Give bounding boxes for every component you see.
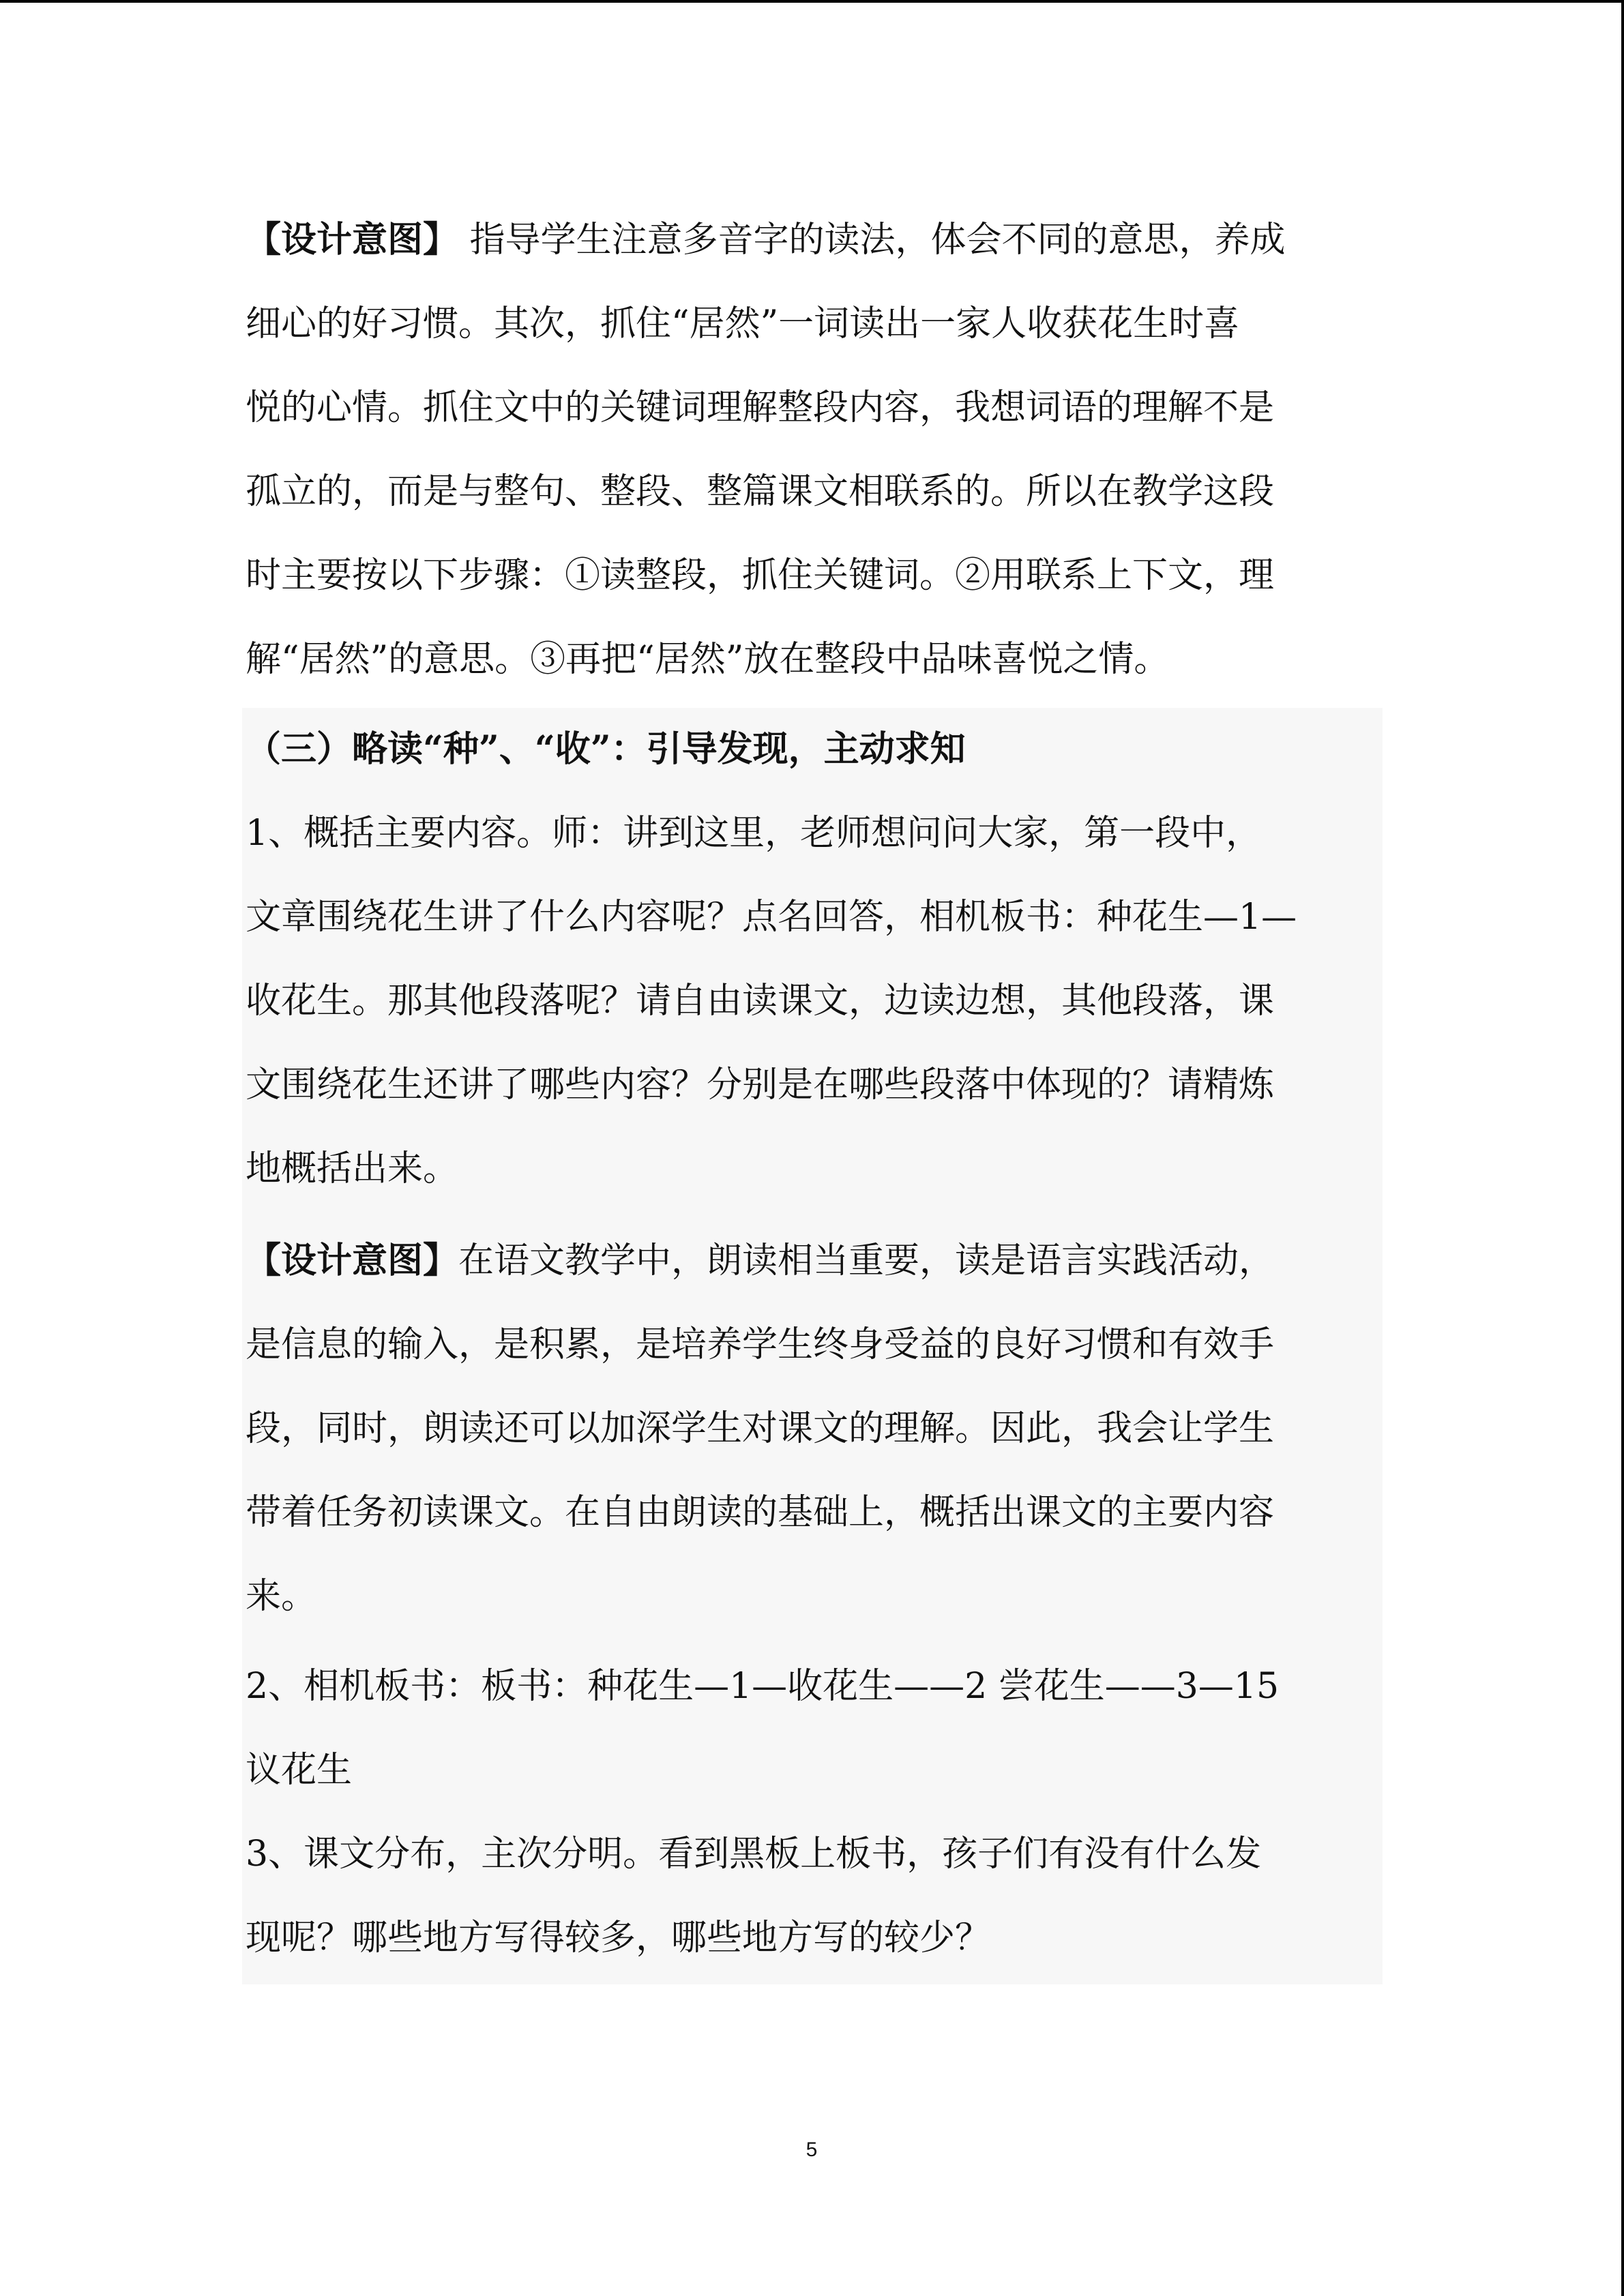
section-heading: （三）略读“种”、“收”：引导发现，主动求知 [246,728,966,770]
text-line: 段，同时，朗读还可以加深学生对课文的理解。因此，我会让学生 [246,1408,1275,1449]
page-border-top [0,0,1624,3]
design-intent-label: 【设计意图】 [246,1240,459,1281]
page-border-right [1621,0,1624,2296]
text-line: 3、课文分布，主次分明。看到黑板上板书，孩子们有没有什么发 [246,1834,1262,1875]
text-line: 收花生。那其他段落呢？请自由读课文，边读边想，其他段落，课 [246,981,1275,1022]
text-line: 地概括出来。 [246,1148,459,1189]
text-line: 孤立的，而是与整句、整段、整篇课文相联系的。所以在教学这段 [246,471,1275,512]
text-line: 解“居然”的意思。③再把“居然”放在整段中品味喜悦之情。 [246,639,1170,680]
text-line: 细心的好习惯。其次，抓住“居然”一词读出一家人收获花生时喜 [246,303,1240,344]
text-line: 2、相机板书：板书：种花生—1—收花生——2 尝花生——3—15 [246,1666,1280,1707]
text-line: 带着任务初读课文。在自由朗读的基础上，概括出课文的主要内容 [246,1492,1275,1533]
text-line: 文章围绕花生讲了什么内容呢？点名回答，相机板书：种花生—1— [246,897,1297,938]
text-line: 时主要按以下步骤：①读整段，抓住关键词。②用联系上下文，理 [246,555,1275,596]
text-line [246,216,1391,264]
text-line: 1、概括主要内容。师：讲到这里，老师想问问大家，第一段中， [246,813,1262,854]
text-line: 悦的心情。抓住文中的关键词理解整段内容，我想词语的理解不是 [246,387,1275,428]
line-text: 在语文教学中，朗读相当重要，读是语言实践活动， [458,1240,1275,1281]
text-line: 议花生 [246,1750,353,1791]
text-line: 文围绕花生还讲了哪些内容？分别是在哪些段落中体现的？请精炼 [246,1064,1275,1105]
page-number: 5 [806,2138,818,2161]
line-text: 指导学生注意多音字的读法，体会不同的意思，养成 [458,220,1286,260]
design-intent-label: 【设计意图】 [246,219,459,260]
text-line: 是信息的输入，是积累，是培养学生终身受益的良好习惯和有效手 [246,1324,1275,1365]
text-line: 来。 [246,1576,317,1617]
text-line: 现呢？哪些地方写得较多，哪些地方写的较少？ [246,1918,991,1958]
text-line [246,1237,1391,1285]
